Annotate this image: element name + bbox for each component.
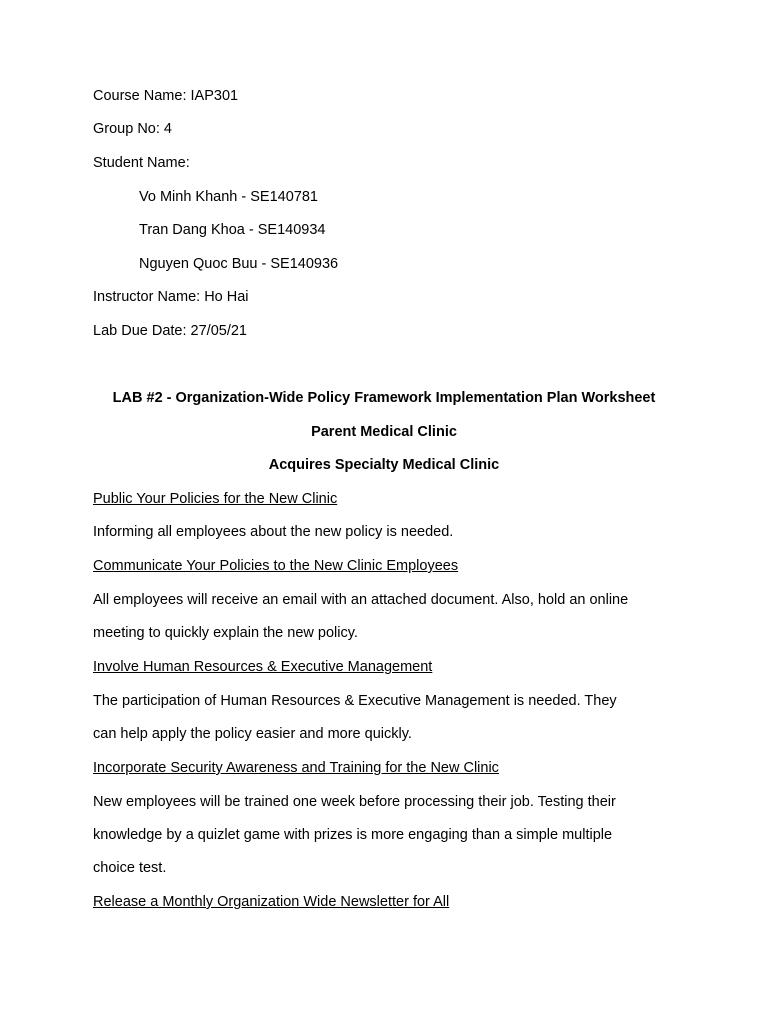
student-name-label: Student Name: [93, 155, 190, 171]
lab-due-date: Lab Due Date: 27/05/21 [93, 323, 247, 339]
section-heading: Communicate Your Policies to the New Clinic Employees [93, 558, 459, 574]
group-number: Group No: 4 [93, 121, 172, 137]
body-text: All employees will receive an email with an attached document. Also, hold an online [93, 592, 629, 608]
body-text: New employees will be trained one week before processing their job. Testing their [93, 794, 616, 810]
section-heading: Incorporate Security Awareness and Training for the New Clinic [93, 760, 499, 776]
body-text: meeting to quickly explain the new policy. [93, 625, 358, 641]
body-text: can help apply the policy easier and more quickly. [93, 726, 412, 742]
body-text: Informing all employees about the new policy is needed. [93, 524, 454, 540]
instructor-name: Instructor Name: Ho Hai [93, 289, 249, 305]
student-entry: Vo Minh Khanh - SE140781 [139, 189, 318, 205]
section-heading: Public Your Policies for the New Clinic [93, 491, 338, 507]
document-subtitle: Acquires Specialty Medical Clinic [268, 457, 500, 473]
section-heading: Involve Human Resources & Executive Management [93, 659, 433, 675]
section-heading: Release a Monthly Organization Wide Newsletter for All [93, 894, 450, 910]
body-text: choice test. [93, 860, 167, 876]
student-entry: Nguyen Quoc Buu - SE140936 [139, 256, 339, 272]
body-text: knowledge by a quizlet game with prizes is more engaging than a simple multiple [93, 827, 613, 843]
lab-title: LAB #2 - Organization-Wide Policy Framework Implementation Plan Worksheet [112, 390, 656, 406]
document-subtitle: Parent Medical Clinic [311, 424, 457, 440]
course-name: Course Name: IAP301 [93, 88, 239, 104]
student-entry: Tran Dang Khoa - SE140934 [139, 222, 326, 238]
body-text: The participation of Human Resources & Executive Management is needed. They [93, 693, 617, 709]
